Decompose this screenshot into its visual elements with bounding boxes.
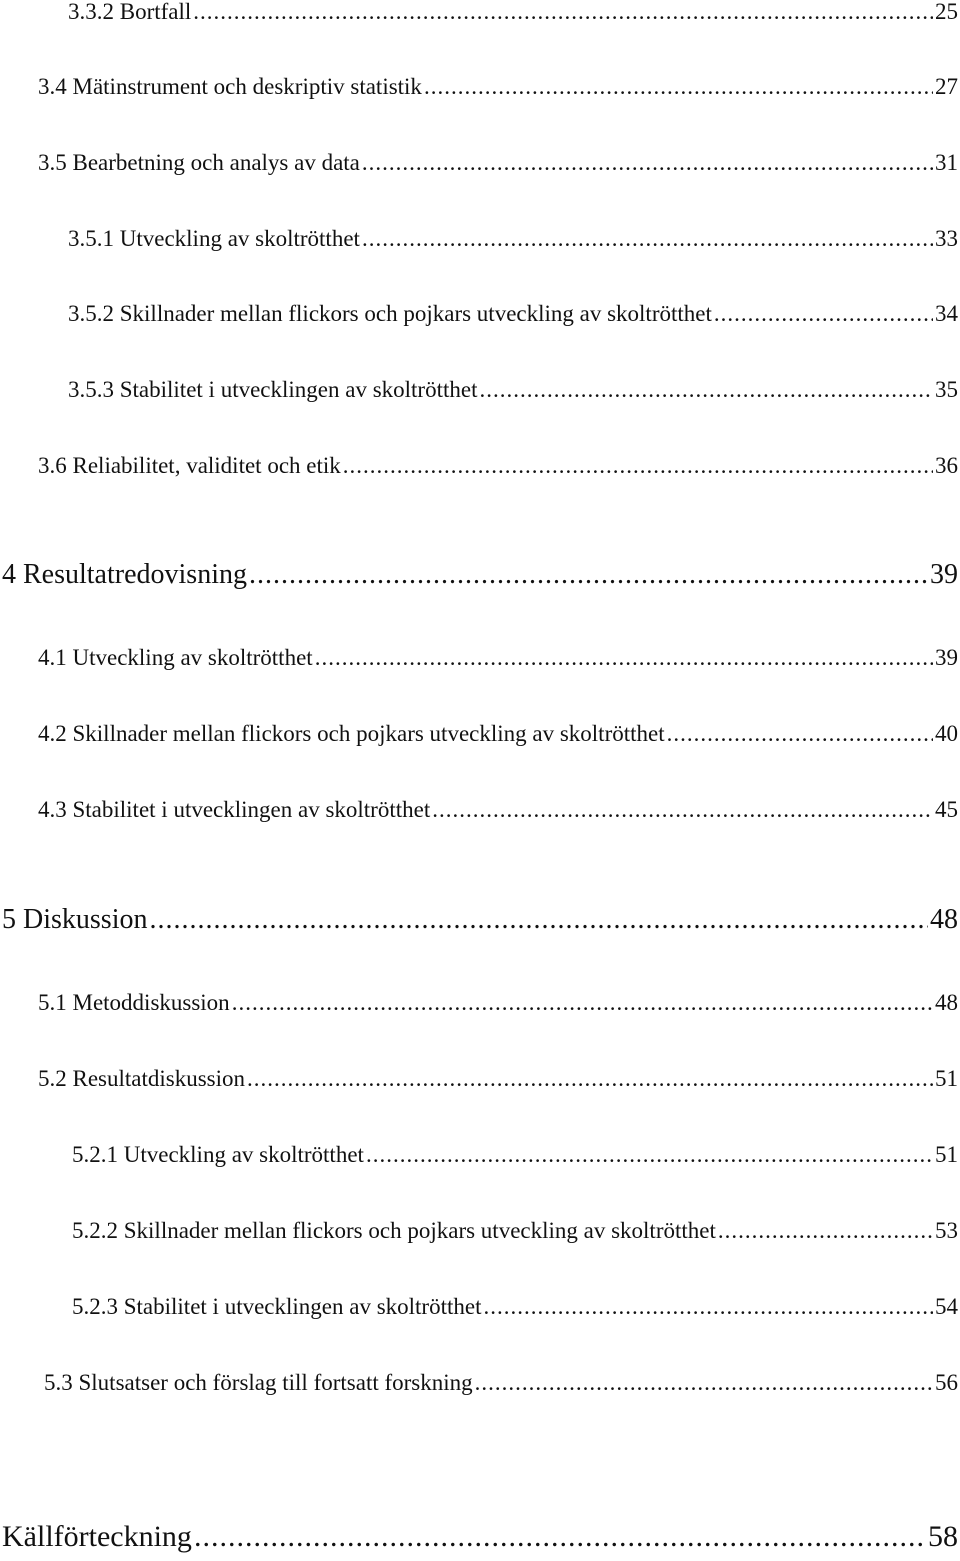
toc-dot-leader (247, 1065, 933, 1093)
toc-dot-leader (194, 1519, 926, 1555)
toc-page-number: 36 (935, 453, 958, 478)
toc-entry-title: 4.3 Stabilitet i utvecklingen av skoltrötthet (38, 797, 431, 822)
toc-entry-title: 3.4 Mätinstrument och deskriptiv statistik (38, 74, 422, 99)
toc-entry-title: 5.3 Slutsatser och förslag till fortsatt forskning (44, 1370, 473, 1395)
toc-entry[interactable] (72, 1293, 958, 1321)
toc-entry-title: 3.5.1 Utveckling av skoltrötthet (68, 226, 360, 251)
toc-dot-leader (149, 903, 928, 937)
toc-entry[interactable] (38, 989, 958, 1017)
toc-entry-title: 3.5 Bearbetning och analys av data (38, 150, 360, 175)
toc-dot-leader (362, 149, 933, 177)
toc-entry[interactable] (2, 558, 958, 592)
toc-dot-leader (362, 225, 933, 253)
toc-entry[interactable] (38, 452, 958, 480)
toc-entry[interactable] (72, 1141, 958, 1169)
toc-dot-leader (667, 720, 933, 748)
toc-entry-title: 5.2.1 Utveckling av skoltrötthet (72, 1142, 364, 1167)
toc-entry-title: 3.3.2 Bortfall (68, 0, 192, 24)
toc-page-number: 25 (935, 0, 958, 24)
toc-page-number: 48 (930, 904, 958, 935)
toc-entry-title: 5.1 Metoddiskussion (38, 990, 230, 1015)
toc-entry-title: 3.6 Reliabilitet, validitet och etik (38, 453, 341, 478)
toc-dot-leader (193, 0, 933, 26)
toc-page-number: 31 (935, 150, 958, 175)
toc-dot-leader (343, 452, 933, 480)
toc-entry-title: 5.2 Resultatdiskussion (38, 1066, 246, 1091)
toc-entry[interactable] (72, 1217, 958, 1245)
toc-entry[interactable] (38, 720, 958, 748)
toc-page-number: 58 (928, 1520, 958, 1553)
toc-entry-title: 5 Diskussion (2, 904, 148, 935)
toc-entry-title: 4 Resultatredovisning (2, 559, 247, 590)
toc-page-number: 27 (935, 74, 958, 99)
toc-entry[interactable] (68, 300, 958, 328)
toc-entry[interactable] (68, 225, 958, 253)
toc-dot-leader (232, 989, 933, 1017)
toc-dot-leader (366, 1141, 933, 1169)
toc-entry-title: 4.2 Skillnader mellan flickors och pojkars utveckling av skoltrötthet (38, 721, 665, 746)
toc-dot-leader (479, 376, 933, 404)
toc-dot-leader (424, 73, 933, 101)
toc-entry-title: Källförteckning (2, 1520, 192, 1553)
toc-entry[interactable] (68, 0, 958, 26)
toc-entry[interactable] (38, 73, 958, 101)
toc-entry-title: 5.2.3 Stabilitet i utvecklingen av skoltrötthet (72, 1294, 482, 1319)
toc-page-number: 45 (935, 797, 958, 822)
toc-entry[interactable] (38, 1065, 958, 1093)
toc-entry[interactable] (38, 796, 958, 824)
toc-entry[interactable] (38, 644, 958, 672)
toc-page-number: 34 (935, 301, 958, 326)
toc-dot-leader (714, 300, 933, 328)
toc-entry-title: 4.1 Utveckling av skoltrötthet (38, 645, 313, 670)
toc-dot-leader (483, 1293, 933, 1321)
toc-page-number: 33 (935, 226, 958, 251)
toc-page-number: 35 (935, 377, 958, 402)
toc-page-number: 51 (935, 1142, 958, 1167)
toc-entry[interactable] (44, 1369, 958, 1397)
toc-page-number: 54 (935, 1294, 958, 1319)
toc-dot-leader (249, 558, 928, 592)
toc-entry[interactable] (38, 149, 958, 177)
toc-page-number: 56 (935, 1370, 958, 1395)
toc-entry[interactable] (2, 1519, 958, 1555)
toc-dot-leader (315, 644, 933, 672)
toc-entry[interactable] (68, 376, 958, 404)
toc-page-number: 48 (935, 990, 958, 1015)
toc-entry-title: 3.5.3 Stabilitet i utvecklingen av skoltrötthet (68, 377, 478, 402)
toc-dot-leader (475, 1369, 933, 1397)
toc-page-number: 51 (935, 1066, 958, 1091)
toc-entry-title: 5.2.2 Skillnader mellan flickors och pojkars utveckling av skoltrötthet (72, 1218, 716, 1243)
toc-entry[interactable] (2, 903, 958, 937)
toc-page-number: 40 (935, 721, 958, 746)
toc-page-number: 39 (930, 559, 958, 590)
toc-page-number: 53 (935, 1218, 958, 1243)
toc-page-number: 39 (935, 645, 958, 670)
toc-dot-leader (432, 796, 933, 824)
toc-dot-leader (718, 1217, 933, 1245)
toc-entry-title: 3.5.2 Skillnader mellan flickors och pojkars utveckling av skoltrötthet (68, 301, 712, 326)
